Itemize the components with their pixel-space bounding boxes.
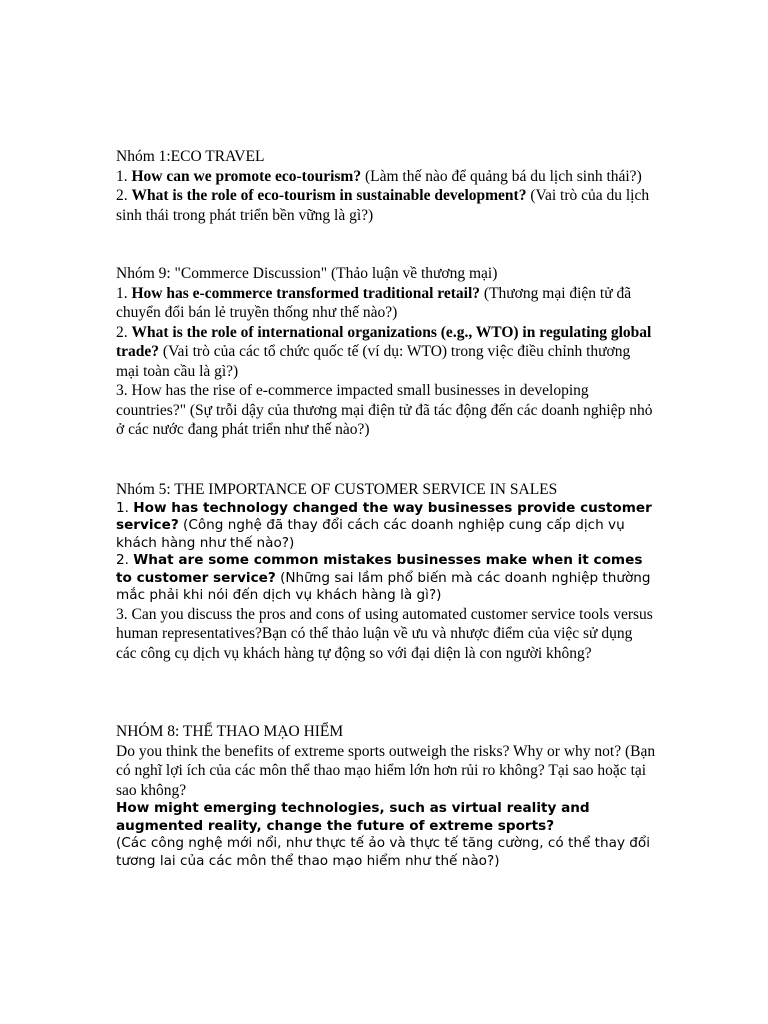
question-number: 1.	[116, 167, 132, 185]
group-9-question-1	[116, 284, 656, 323]
question-english: How can we promote eco-tourism?	[131, 167, 362, 185]
question-english: What are some common mistakes businesses make when it comes to customer service?	[116, 552, 643, 586]
question-vietnamese: (Vai trò của du lịch sinh thái trong phát triển bền vững là gì?)	[116, 187, 650, 224]
group-5-question-3: 3. Can you discuss the pros and cons of using automated customer service tools versus human representatives?Bạn có thể thảo luận về ưu và nhược điểm của việc sử dụng các công cụ dịch vụ khách hàng tự động so với đại diện là con người không?	[116, 605, 653, 662]
group-9-question-3: 3. How has the rise of e-commerce impacted small businesses in developing countries?" (Sự trỗi dậy của thương mại điện tử đã tác động đến các doanh nghiệp nhỏ ở các nước đang phát triển như thế nào?)	[116, 382, 653, 438]
question-english: What is the role of international organizations (e.g., WTO) in regulating global trade?	[116, 323, 652, 360]
group-8-question-1: Do you think the benefits of extreme sports outweigh the risks? Why or why not? (Bạn có nghĩ lợi ích của các môn thể thao mạo hiểm lớn hơn rủi ro không? Tại sao hoặc tại sao không?	[116, 742, 656, 799]
question-number: 1.	[116, 284, 132, 302]
question-vietnamese: (Những sai lầm phổ biến mà các doanh nghiệp thường mắc phải khi nói đến dịch vụ khách hàng là gì?)	[116, 569, 651, 603]
group-1-heading: Nhóm 1:ECO TRAVEL	[116, 148, 265, 165]
question-number: 2.	[116, 323, 132, 341]
group-8-heading: NHÓM 8: THỂ THAO MẠO HIỂM	[116, 723, 344, 740]
question-english: How might emerging technologies, such as virtual reality and augmented reality, change the future of extreme sports?	[116, 800, 590, 834]
group-8-question-2	[116, 800, 656, 870]
question-vietnamese: (Làm thế nào để quảng bá du lịch sinh thái?)	[361, 167, 642, 185]
group-8-section	[116, 722, 656, 870]
question-number: 2.	[116, 552, 134, 568]
group-5-heading: Nhóm 5: THE IMPORTANCE OF CUSTOMER SERVICE IN SALES	[116, 481, 558, 498]
question-english: How has technology changed the way businesses provide customer service?	[116, 499, 652, 533]
question-english: What is the role of eco-tourism in sustainable development?	[131, 187, 527, 204]
question-vietnamese: (Các công nghệ mới nổi, như thực tế ảo và thực tế tăng cường, có thể thay đổi tương lai của các môn thể thao mạo hiểm như thế nào?)	[116, 835, 651, 869]
question-english: How has e-commerce transformed traditional retail?	[131, 284, 481, 302]
question-vietnamese: (Vai trò của các tổ chức quốc tế (ví dụ: WTO) trong việc điều chỉnh thương mại toàn cầu là gì?)	[116, 343, 631, 380]
group-5-section	[116, 480, 656, 663]
group-5-question-1	[116, 500, 656, 553]
group-1-question-1	[116, 167, 656, 187]
question-vietnamese: (Thương mại điện tử đã chuyển đổi bán lẻ truyền thống như thế nào?)	[116, 284, 632, 321]
group-1-section	[116, 147, 656, 225]
group-9-heading: Nhóm 9: "Commerce Discussion" (Thảo luận về thương mại)	[116, 265, 498, 282]
group-5-question-2	[116, 552, 656, 605]
group-1-question-2	[116, 186, 656, 225]
question-number: 2.	[116, 187, 132, 204]
question-vietnamese: (Công nghệ đã thay đổi cách các doanh nghiệp cung cấp dịch vụ khách hàng như thế nào?)	[116, 517, 625, 551]
group-9-question-2	[116, 323, 656, 382]
group-9-section	[116, 264, 656, 440]
question-number: 1.	[116, 499, 134, 516]
